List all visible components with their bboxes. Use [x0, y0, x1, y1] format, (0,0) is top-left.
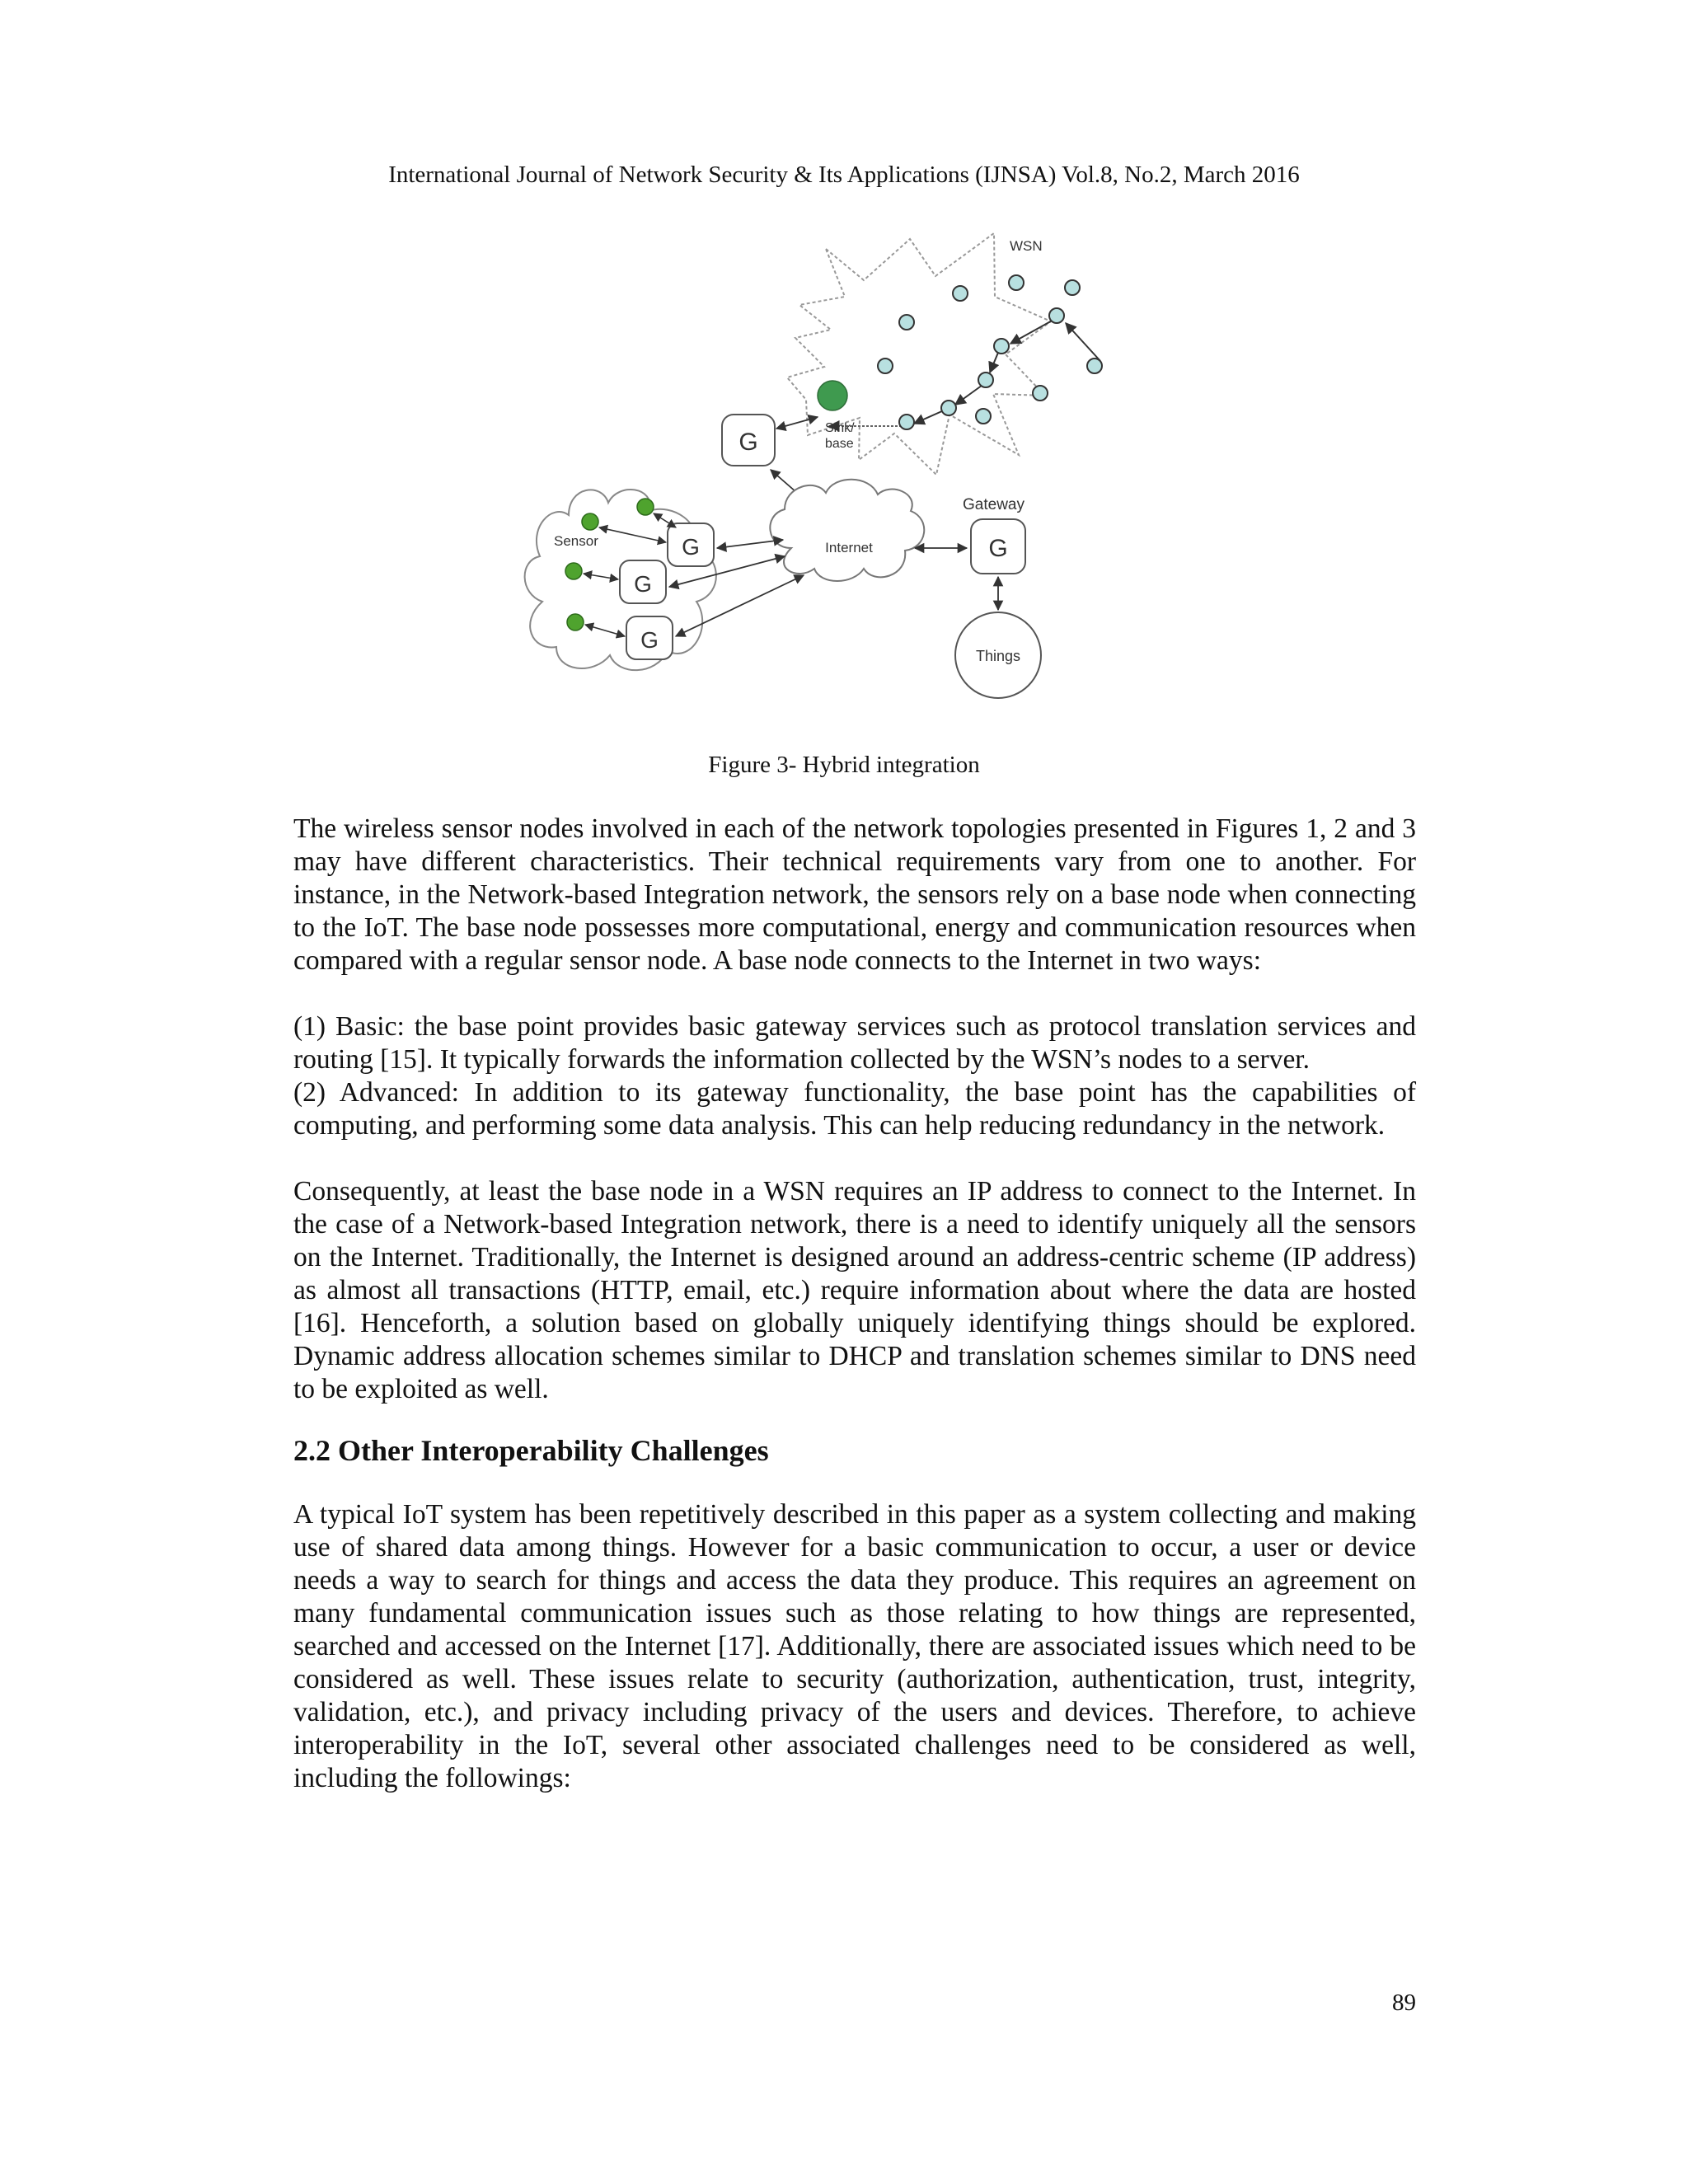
wsn-node — [978, 373, 993, 387]
sensor-gateway-1-label: G — [682, 534, 700, 560]
running-header: International Journal of Network Security & Its Applications (IJNSA) Vol.8, No.2, March 2016 — [388, 162, 1300, 188]
sensor-node — [565, 563, 582, 579]
wsn-node — [1049, 308, 1064, 323]
hybrid-integration-figure — [519, 231, 1179, 709]
figure-caption: Figure 3- Hybrid integration — [708, 752, 980, 778]
list-item-basic: (1) Basic: the base point provides basic gateway services such as protocol translation services and routing [15]. It typically forwards the information collected by the WSN’s nodes to a server. — [293, 1011, 1416, 1075]
wsn-node — [878, 359, 893, 373]
paragraph-ip-address: Consequently, at least the base node in a WSN requires an IP address to connect to the Internet. In the case of a Network-based Integration network, there is a need to identify uniquely all the sensors on the Internet. Traditionally, the Internet is designed around an address-centric scheme (IP address) as almost all transactions (HTTP, email, etc.) require information about where the data are hosted [16]. Henceforth, a solution based on globally uniquely identifying things should be explored. Dynamic address allocation schemes similar to DHCP and translation schemes similar to DNS need to be exploited as well. — [293, 1176, 1416, 1404]
wsn-node — [899, 315, 914, 330]
wsn-node — [976, 409, 991, 424]
wsn-node — [941, 401, 956, 415]
gateway-label: Gateway — [963, 496, 1025, 513]
hybrid-integration-diagram — [519, 231, 1179, 709]
section-heading: 2.2 Other Interoperability Challenges — [293, 1434, 769, 1467]
body-text — [293, 813, 1416, 1795]
sensor-gateway-2-label: G — [634, 571, 652, 597]
wsn-node — [899, 415, 914, 429]
wsn-node — [1033, 386, 1048, 401]
wsn-node — [1009, 275, 1024, 290]
sink-base-node — [818, 381, 847, 410]
wsn-label: WSN — [1010, 238, 1043, 254]
sensor-node — [567, 614, 584, 630]
wsn-node — [1065, 280, 1080, 295]
paragraph-wireless-sensor-nodes: The wireless sensor nodes involved in each of the network topologies presented in Figures 1, 2 and 3 may have different characteristics. Their technical requirements vary from one to another. For instance, in the Network-based Integration network, the sensors rely on a base node when connecting to the IoT. The base node possesses more computational, energy and communication resources when compared with a regular sensor node. A base node connects to the Internet in two ways: — [293, 813, 1416, 976]
gateway-node-label: G — [988, 535, 1008, 562]
sensor-label: Sensor — [554, 533, 598, 549]
things-label: Things — [975, 648, 1021, 664]
wsn-node — [1087, 359, 1102, 373]
sink-label-line2: base — [825, 437, 854, 451]
internet-label: Internet — [825, 540, 873, 555]
list-item-advanced: (2) Advanced: In addition to its gateway functionality, the base point has the capabilities of computing, and performing some data analysis. This can help reducing redundancy in the network. — [293, 1077, 1416, 1141]
sensor-gateway-3-label: G — [640, 627, 659, 653]
wsn-node — [953, 286, 968, 301]
internet-cloud — [770, 480, 924, 581]
page-number: 89 — [1392, 1990, 1416, 2016]
sink-label-line1: Sink/ — [825, 421, 855, 435]
sensor-node — [582, 513, 598, 530]
wsn-node — [994, 339, 1009, 354]
sensor-node — [637, 499, 654, 515]
gateway-node-top-label: G — [738, 429, 758, 456]
paragraph-interoperability: A typical IoT system has been repetitively described in this paper as a system collecting and making use of shared data among things. However for a basic communication to occur, a user or device needs a way to search for things and access the data they produce. This requires an agreement on many fundamental communication issues such as those relating to how things are represented, searched and accessed on the Internet [17]. Additionally, there are associated issues which need to be considered as well. These issues relate to security (authorization, authentication, trust, integrity, validation, etc.), and privacy including privacy of the users and devices. Therefore, to achieve interoperability in the IoT, several other associated challenges need to be considered as well, including the followings: — [293, 1499, 1416, 1793]
